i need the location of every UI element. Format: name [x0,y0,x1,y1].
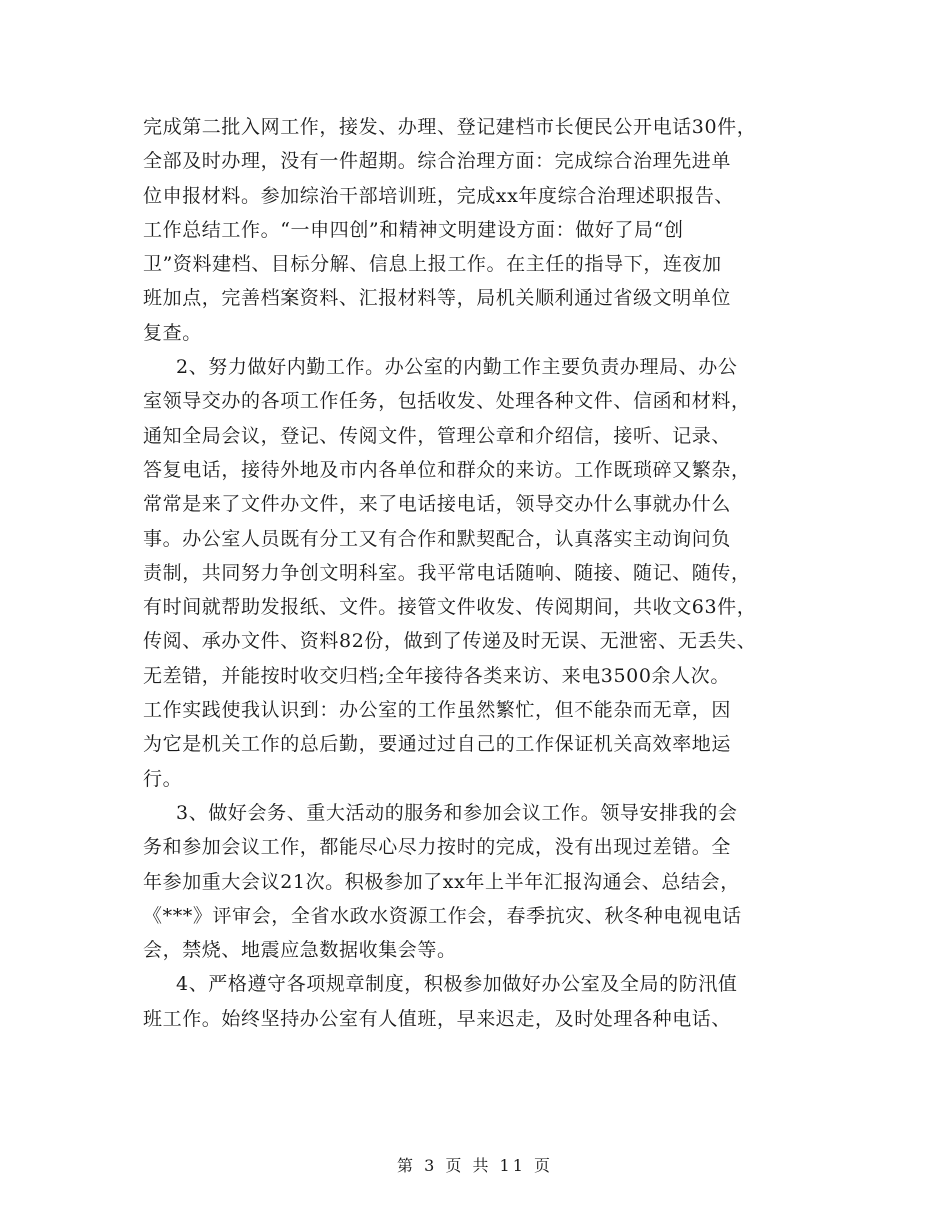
paragraph-start-line: 2、努力做好内勤工作。办公室的内勤工作主要负责办理局、办公 [176,356,738,379]
text-line: 答复电话，接待外地及市内各单位和群众的来访。工作既琐碎又繁杂， [143,458,751,481]
text-line: 责制，共同努力争创文明科室。我平常电话随响、随接、随记、随传， [143,561,751,584]
text-line: 工作总结工作。“一申四创”和精神文明建设方面：做好了局“创 [143,218,684,241]
text-line: 传阅、承办文件、资料82份，做到了传递及时无误、无泄密、无丢失、 [143,630,757,653]
text-line: 卫”资料建档、目标分解、信息上报工作。在主任的指导下，连夜加 [143,253,722,276]
text-line: 有时间就帮助发报纸、文件。接管文件收发、传阅期间，共收文63件， [143,596,757,619]
paragraph-start-line: 4、严格遵守各项规章制度，积极参加做好办公室及全局的防汛值 [176,973,738,996]
text-line: 完成第二批入网工作，接发、办理、登记建档市长便民公开电话30件， [143,116,757,138]
text-line: 为它是机关工作的总后勤，要通过过自己的工作保证机关高效率地运 [143,733,732,756]
text-line: 事。办公室人员既有分工又有合作和默契配合，认真落实主动询问负 [143,527,732,550]
text-line: 复查。 [143,321,202,344]
text-line: 通知全局会议，登记、传阅文件，管理公章和介绍信，接听、记录、 [143,424,732,447]
text-line: 室领导交办的各项工作任务，包括收发、处理各种文件、信函和材料， [143,390,751,413]
text-line: 行。 [143,767,183,790]
text-line: 年参加重大会议21次。积极参加了xx年上半年汇报沟通会、总结会， [143,870,740,893]
text-line: 常常是来了文件办文件，来了电话接电话，领导交办什么事就办什么 [143,493,732,516]
text-line: 班加点，完善档案资料、汇报材料等，局机关顺利通过省级文明单位 [143,287,732,310]
text-line: 《***》评审会，全省水政水资源工作会，春季抗灾、秋冬种电视电话 [143,904,742,927]
page-footer: 第 3 页 共 11 页 [397,1156,553,1175]
text-line: 无差错，并能按时收交归档;全年接待各类来访、来电3500余人次。 [143,664,730,687]
body-text [143,110,823,1036]
text-line: 位申报材料。参加综治干部培训班，完成xx年度综合治理述职报告、 [143,184,735,207]
text-line: 务和参加会议工作，都能尽心尽力按时的完成，没有出现过差错。全 [143,836,732,859]
text-line: 会，禁烧、地震应急数据收集会等。 [143,939,457,962]
paragraph-start-line: 3、做好会务、重大活动的服务和参加会议工作。领导安排我的会 [176,801,738,824]
text-line: 工作实践使我认识到：办公室的工作虽然繁忙，但不能杂而无章，因 [143,699,732,722]
text-line: 班工作。始终坚持办公室有人值班，早来迟走，及时处理各种电话、 [143,1007,732,1030]
text-line: 全部及时办理，没有一件超期。综合治理方面：完成综合治理先进单 [143,150,732,173]
